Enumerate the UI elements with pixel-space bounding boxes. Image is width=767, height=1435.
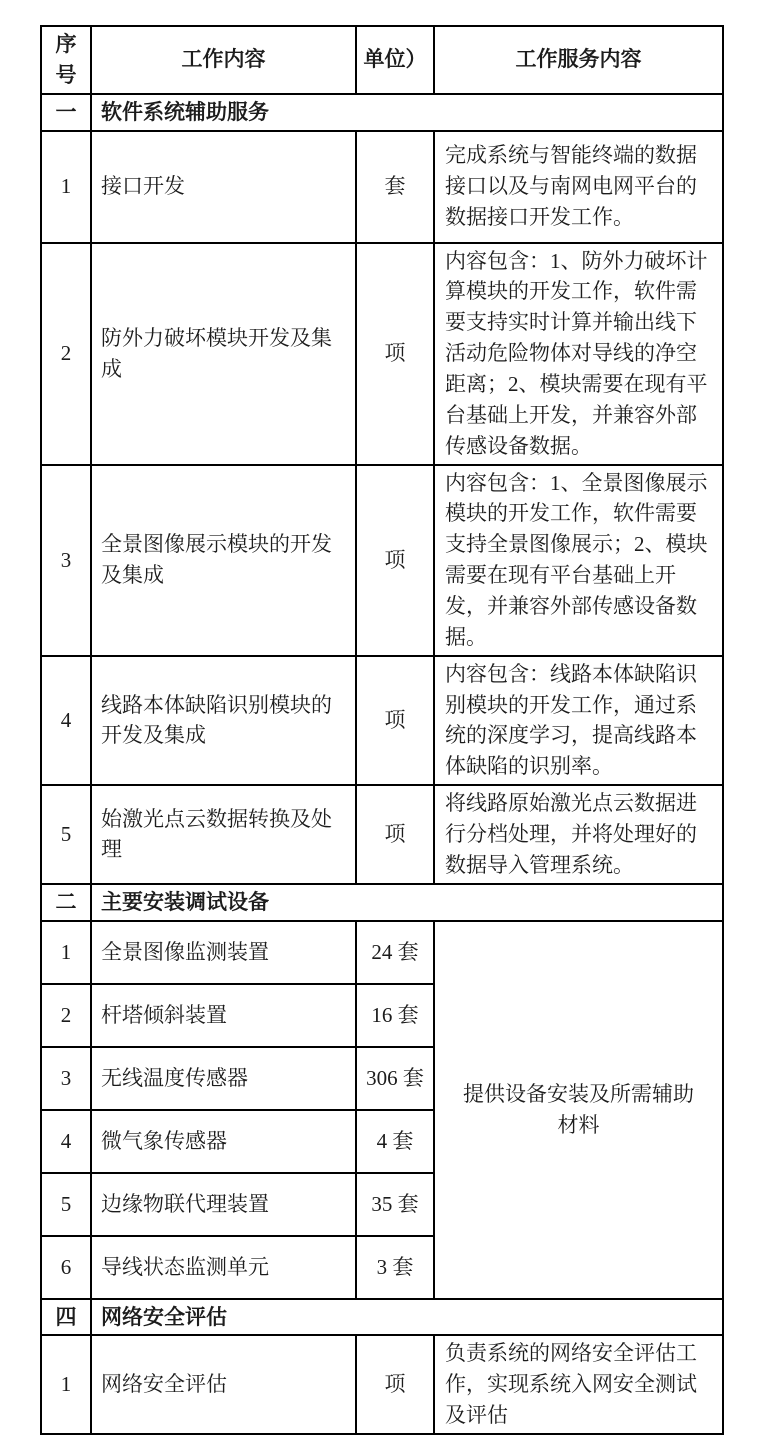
row-service: 将线路原始激光点云数据进行分档处理，并将处理好的数据导入管理系统。 — [434, 785, 723, 884]
row-unit: 项 — [356, 1335, 434, 1434]
row-no: 4 — [41, 656, 91, 785]
row-service: 内容包含：1、防外力破坏计算模块的开发工作，软件需要支持实时计算并输出线下活动危险物体对导线的净空距离；2、模块需要在现有平台基础上开发，并兼容外部传感设备数据。 — [434, 243, 723, 465]
row-service: 完成系统与智能终端的数据接口以及与南网电网平台的数据接口开发工作。 — [434, 131, 723, 243]
row-work-content: 接口开发 — [91, 131, 356, 243]
header-work-content: 工作内容 — [91, 26, 356, 94]
section-row-network-security — [41, 1299, 723, 1336]
table-row — [41, 785, 723, 884]
row-no: 3 — [41, 1047, 91, 1110]
row-no: 5 — [41, 785, 91, 884]
row-service: 内容包含：1、全景图像展示模块的开发工作，软件需要支持全景图像展示；2、模块需要在现有平台基础上开发，并兼容外部传感设备数据。 — [434, 465, 723, 656]
row-work-content: 导线状态监测单元 — [91, 1236, 356, 1299]
table-row — [41, 131, 723, 243]
table-row — [41, 921, 723, 984]
row-no: 1 — [41, 921, 91, 984]
section-row-equipment — [41, 884, 723, 921]
merged-service-cell: 提供设备安装及所需辅助材料 — [434, 921, 723, 1299]
row-service: 内容包含：线路本体缺陷识别模块的开发工作，通过系统的深度学习，提高线路本体缺陷的识别率。 — [434, 656, 723, 785]
row-work-content: 防外力破坏模块开发及集成 — [91, 243, 356, 465]
row-unit: 306 套 — [356, 1047, 434, 1110]
row-work-content: 全景图像监测装置 — [91, 921, 356, 984]
row-unit: 3 套 — [356, 1236, 434, 1299]
row-unit: 35 套 — [356, 1173, 434, 1236]
table-header-row — [41, 26, 723, 94]
row-unit: 项 — [356, 243, 434, 465]
row-work-content: 微气象传感器 — [91, 1110, 356, 1173]
section-title: 软件系统辅助服务 — [91, 94, 723, 131]
section-row-software — [41, 94, 723, 131]
row-unit: 项 — [356, 656, 434, 785]
header-unit: 单位） — [356, 26, 434, 94]
row-no: 1 — [41, 131, 91, 243]
row-unit: 套 — [356, 131, 434, 243]
row-unit: 24 套 — [356, 921, 434, 984]
row-work-content: 线路本体缺陷识别模块的开发及集成 — [91, 656, 356, 785]
table-row — [41, 1335, 723, 1434]
row-unit: 项 — [356, 465, 434, 656]
row-no: 2 — [41, 243, 91, 465]
row-unit: 4 套 — [356, 1110, 434, 1173]
row-unit: 项 — [356, 785, 434, 884]
table-row — [41, 243, 723, 465]
row-work-content: 杆塔倾斜装置 — [91, 984, 356, 1047]
row-no: 4 — [41, 1110, 91, 1173]
row-service: 负责系统的网络安全评估工作，实现系统入网安全测试及评估 — [434, 1335, 723, 1434]
row-work-content: 始激光点云数据转换及处理 — [91, 785, 356, 884]
section-no: 一 — [41, 94, 91, 131]
row-no: 5 — [41, 1173, 91, 1236]
section-title: 网络安全评估 — [91, 1299, 723, 1336]
row-no: 3 — [41, 465, 91, 656]
table-row — [41, 465, 723, 656]
table-row — [41, 656, 723, 785]
work-content-table — [40, 25, 724, 1435]
header-service-content: 工作服务内容 — [434, 26, 723, 94]
row-no: 6 — [41, 1236, 91, 1299]
row-work-content: 无线温度传感器 — [91, 1047, 356, 1110]
row-work-content: 边缘物联代理装置 — [91, 1173, 356, 1236]
row-no: 1 — [41, 1335, 91, 1434]
row-work-content: 网络安全评估 — [91, 1335, 356, 1434]
row-work-content: 全景图像展示模块的开发及集成 — [91, 465, 356, 656]
row-no: 2 — [41, 984, 91, 1047]
section-no: 四 — [41, 1299, 91, 1336]
section-no: 二 — [41, 884, 91, 921]
section-title: 主要安装调试设备 — [91, 884, 723, 921]
header-seq: 序号 — [41, 26, 91, 94]
row-unit: 16 套 — [356, 984, 434, 1047]
